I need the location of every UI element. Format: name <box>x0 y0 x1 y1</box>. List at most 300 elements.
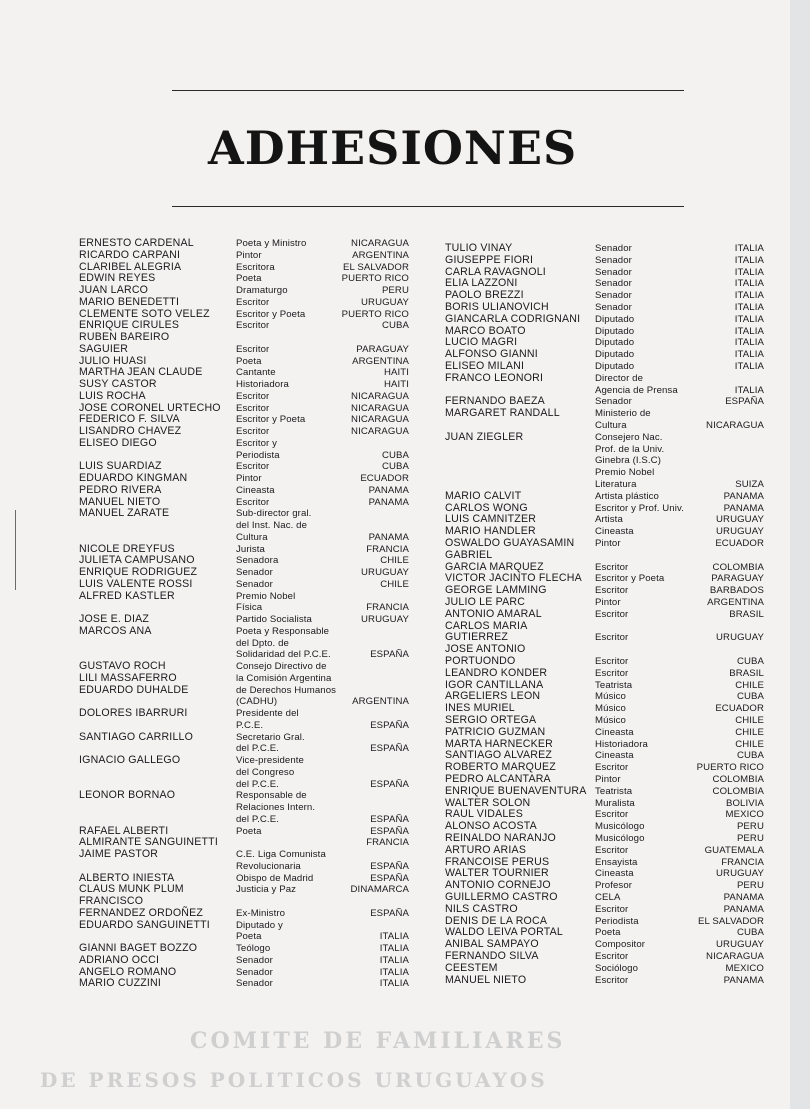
entry-country: HAITI <box>383 367 409 378</box>
entry-name: MANUEL ZARATE <box>79 507 170 519</box>
entry-role: Cultura <box>236 532 268 543</box>
entry-role: Sociólogo <box>595 963 639 974</box>
entry-role: Senador <box>595 290 632 301</box>
entry-role: Escritor <box>595 562 629 573</box>
entry-role: Sub-director gral. <box>236 508 312 519</box>
entry-country: CUBA <box>736 691 764 702</box>
entry-role: Senador <box>236 567 273 578</box>
entry-role: Escritor <box>236 320 270 331</box>
entry-name: MARTA HARNECKER <box>445 738 553 750</box>
entry-role: Literatura <box>595 479 637 490</box>
entry-name: FRANCO LEONORI <box>445 372 544 384</box>
entry-role: Consejo Directivo de <box>236 661 327 672</box>
entry-country: PUERTO RICO <box>696 762 764 773</box>
entry-role: Diputado <box>595 337 635 348</box>
entry-country: URUGUAY <box>716 632 764 643</box>
entry-role: Escritor y Poeta <box>236 414 306 425</box>
entry-role: Solidaridad del P.C.E. <box>236 649 331 660</box>
entry-country: ITALIA <box>734 267 764 278</box>
entry-role: Relaciones Intern. <box>236 802 316 813</box>
entry-country: ARGENTINA <box>707 597 764 608</box>
entry-country: ITALIA <box>734 361 764 372</box>
entry-role: Teatrista <box>595 680 633 691</box>
entry-name: ANTONIO AMARAL <box>445 608 542 620</box>
entry-country: CHILE <box>735 715 764 726</box>
entry-country: ITALIA <box>734 255 764 266</box>
entry-role: Escritor <box>595 632 629 643</box>
entry-name: MANUEL NIETO <box>79 496 161 508</box>
entry-country: ESPAÑA <box>370 720 409 731</box>
entry-name: CARLA RAVAGNOLI <box>445 266 546 278</box>
entry-country: ITALIA <box>734 314 764 325</box>
entry-role: Músico <box>595 715 626 726</box>
entry-name: ALONSO ACOSTA <box>445 820 537 832</box>
entry-role: Presidente del <box>236 708 299 719</box>
entry-role: Secretario Gral. <box>236 732 305 743</box>
entry-country: COLOMBIA <box>712 774 764 785</box>
entry-country: ITALIA <box>734 302 764 313</box>
entry-country: CHILE <box>380 579 409 590</box>
entry-role: Premio Nobel <box>236 591 296 602</box>
entry-name: NILS CASTRO <box>445 903 518 915</box>
entry-country: NICARAGUA <box>706 951 764 962</box>
entry-country: URUGUAY <box>716 514 764 525</box>
entry-country: FRANCIA <box>366 602 409 613</box>
entry-country: BRASIL <box>729 609 764 620</box>
entry-role: Escritor <box>236 426 270 437</box>
entry-country: ITALIA <box>734 385 764 396</box>
entry-name: FERNANDO SILVA <box>445 950 539 962</box>
entry-role: Dramaturgo <box>236 285 288 296</box>
entry-name: ELISEO MILANI <box>445 360 525 372</box>
entry-name: WALTER SOLON <box>445 797 531 809</box>
entry-role: Poeta y Ministro <box>236 238 307 249</box>
bleed-line-2: DE PRESOS POLITICOS URUGUAYOS <box>40 1068 548 1092</box>
entry-name: RICARDO CARPANI <box>79 249 181 261</box>
entry-role: Escritor <box>595 656 629 667</box>
entry-role: Poeta <box>236 356 262 367</box>
entry-role: Musicólogo <box>595 821 645 832</box>
entry-country: ITALIA <box>734 278 764 289</box>
entry-role: Escritor <box>595 609 629 620</box>
entry-name: CLAUS MUNK PLUM <box>79 883 184 895</box>
entry-country: CHILE <box>735 727 764 738</box>
entry-name: GABRIEL <box>445 549 493 561</box>
entry-name: JULIO HUASI <box>79 355 147 367</box>
entry-role: Premio Nobel <box>595 467 655 478</box>
entry-name: LUIS SUARDIAZ <box>79 460 162 472</box>
entry-role: Obispo de Madrid <box>236 873 314 884</box>
entry-country: ITALIA <box>379 955 409 966</box>
entry-country: ESPAÑA <box>370 743 409 754</box>
entry-name: ALFONSO GIANNI <box>445 348 538 360</box>
entry-role: Director de <box>595 373 644 384</box>
entry-role: Escritor <box>236 461 270 472</box>
entry-country: MEXICO <box>725 809 764 820</box>
entry-name: RUBEN BAREIRO <box>79 331 170 343</box>
entry-role: de Derechos Humanos <box>236 685 337 696</box>
entry-country: PERU <box>736 880 764 891</box>
entry-role: Pintor <box>595 597 621 608</box>
entry-role: Historiadora <box>236 379 289 390</box>
entry-name: ERNESTO CARDENAL <box>79 237 194 249</box>
entry-country: ECUADOR <box>360 473 409 484</box>
entry-role: Jurista <box>236 544 265 555</box>
entry-name: GARCIA MARQUEZ <box>445 561 544 573</box>
entry-name: ROBERTO MARQUEZ <box>445 761 556 773</box>
entry-role: la Comisión Argentina <box>236 673 332 684</box>
entry-name: LILI MASSAFERRO <box>79 672 177 684</box>
entry-name: MARCO BOATO <box>445 325 526 337</box>
entry-name: INES MURIEL <box>445 702 515 714</box>
entry-country: CHILE <box>735 739 764 750</box>
entry-country: ITALIA <box>379 943 409 954</box>
entry-country: PANAMA <box>723 892 764 903</box>
entry-country: FRANCIA <box>366 544 409 555</box>
entry-role: del P.C.E. <box>236 743 279 754</box>
entry-role: Responsable de <box>236 790 307 801</box>
entry-role: Poeta <box>595 927 621 938</box>
entry-role: Músico <box>595 703 626 714</box>
entry-name: LUIS CAMNITZER <box>445 513 537 525</box>
entry-country: CUBA <box>736 927 764 938</box>
entry-role: Cineasta <box>595 526 634 537</box>
entry-role: Escritora <box>236 262 275 273</box>
entry-country: ESPAÑA <box>370 826 409 837</box>
entry-country: ARGENTINA <box>352 250 409 261</box>
entry-name: GEORGE LAMMING <box>445 584 547 596</box>
entry-role: Ex-Ministro <box>236 908 286 919</box>
entry-country: COLOMBIA <box>712 562 764 573</box>
entry-role: Revolucionaria <box>236 861 301 872</box>
page-title: ADHESIONES <box>208 121 578 175</box>
entry-name: RAUL VIDALES <box>445 808 523 820</box>
entry-country: PANAMA <box>368 532 409 543</box>
entry-role: Senador <box>236 978 273 989</box>
entry-country: URUGUAY <box>361 297 409 308</box>
entry-role: Cineasta <box>236 485 275 496</box>
entry-name: IGNACIO GALLEGO <box>79 754 181 766</box>
entry-name: PEDRO RIVERA <box>79 484 162 496</box>
entry-role: Profesor <box>595 880 633 891</box>
entry-country: BRASIL <box>729 668 764 679</box>
entry-country: ARGENTINA <box>352 356 409 367</box>
entry-role: Cultura <box>595 420 627 431</box>
entry-name: PORTUONDO <box>445 655 516 667</box>
entry-role: Justicia y Paz <box>236 884 297 895</box>
entry-name: ALFRED KASTLER <box>79 590 175 602</box>
entry-role: Senador <box>236 967 273 978</box>
entry-country: PERU <box>736 833 764 844</box>
entry-country: PANAMA <box>723 975 764 986</box>
entry-country: ECUADOR <box>715 538 764 549</box>
entry-country: ESPAÑA <box>370 908 409 919</box>
entry-role: Agencia de Prensa <box>595 385 678 396</box>
entry-name: MARIO CALVIT <box>445 490 522 502</box>
entry-country: SUIZA <box>735 479 764 490</box>
entry-name: GUILLERMO CASTRO <box>445 891 558 903</box>
entry-role: Senador <box>236 579 273 590</box>
entry-role: Escritor <box>595 809 629 820</box>
entry-name: EDUARDO DUHALDE <box>79 684 189 696</box>
entry-role: Ensayista <box>595 857 638 868</box>
entry-country: CUBA <box>736 656 764 667</box>
entry-country: NICARAGUA <box>351 238 409 249</box>
entry-country: PANAMA <box>368 497 409 508</box>
entry-country: HAITI <box>383 379 409 390</box>
entry-name: JULIO LE PARC <box>445 596 526 608</box>
entry-name: SAGUIER <box>79 343 129 355</box>
entry-role: Pintor <box>595 538 621 549</box>
entry-name: ALBERTO INIESTA <box>79 872 175 884</box>
entry-name: CLEMENTE SOTO VELEZ <box>79 308 210 320</box>
entry-country: CUBA <box>381 450 409 461</box>
entry-name: MARGARET RANDALL <box>445 407 560 419</box>
entry-role: Periodista <box>595 916 639 927</box>
entry-country: ESPAÑA <box>370 814 409 825</box>
entry-country: COLOMBIA <box>712 786 764 797</box>
entry-role: Senador <box>595 243 632 254</box>
entry-role: Diputado <box>595 349 635 360</box>
bleed-line-1: COMITE DE FAMILIARES <box>190 1028 566 1054</box>
entry-country: NICARAGUA <box>351 426 409 437</box>
entry-name: JUAN ZIEGLER <box>445 431 524 443</box>
entry-role: Artista <box>595 514 623 525</box>
entry-role: Escritor <box>595 762 629 773</box>
entry-role: Escritor y Prof. Univ. <box>595 503 684 514</box>
entry-country: PANAMA <box>723 491 764 502</box>
entry-name: TULIO VINAY <box>445 242 513 254</box>
entry-name: MARIO BENEDETTI <box>79 296 180 308</box>
entry-name: LEANDRO KONDER <box>445 667 548 679</box>
entry-country: PARAGUAY <box>711 573 764 584</box>
entry-name: MANUEL NIETO <box>445 974 527 986</box>
entry-name: GIANNI BAGET BOZZO <box>79 942 198 954</box>
entry-role: Senadora <box>236 555 279 566</box>
entry-name: LISANDRO CHAVEZ <box>79 425 182 437</box>
entry-role: Escritor <box>236 344 270 355</box>
entry-country: URUGUAY <box>361 567 409 578</box>
entry-role: Escritor y Poeta <box>236 309 306 320</box>
entry-name: LUIS VALENTE ROSSI <box>79 578 193 590</box>
entry-country: GUATEMALA <box>704 845 764 856</box>
entry-name: REINALDO NARANJO <box>445 832 556 844</box>
entry-name: RAFAEL ALBERTI <box>79 825 169 837</box>
entry-name: ANIBAL SAMPAYO <box>445 938 539 950</box>
entry-role: Ginebra (I.S.C) <box>595 455 662 466</box>
entry-role: Escritor y <box>236 438 277 449</box>
entry-role: del P.C.E. <box>236 814 279 825</box>
entry-role: Historiadora <box>595 739 648 750</box>
entry-name: ENRIQUE CIRULES <box>79 319 180 331</box>
entry-name: MARIO HANDLER <box>445 525 536 537</box>
entry-country: ESPAÑA <box>370 873 409 884</box>
entry-country: NICARAGUA <box>351 414 409 425</box>
entry-country: FRANCIA <box>366 837 409 848</box>
entry-role: Escritor <box>236 497 270 508</box>
entry-name: LEONOR BORNAO <box>79 789 176 801</box>
entry-name: ENRIQUE RODRIGUEZ <box>79 566 198 578</box>
entry-name: SUSY CASTOR <box>79 378 157 390</box>
entry-role: del Congreso <box>236 767 295 778</box>
entry-country: NICARAGUA <box>351 391 409 402</box>
entry-country: ITALIA <box>734 337 764 348</box>
entry-country: PUERTO RICO <box>341 309 409 320</box>
entry-role: Teólogo <box>236 943 271 954</box>
entry-name: MARIO CUZZINI <box>79 977 162 989</box>
entry-role: Compositor <box>595 939 646 950</box>
entry-role: Poeta <box>236 273 262 284</box>
entry-role: Partido Socialista <box>236 614 312 625</box>
entry-role: Poeta <box>236 826 262 837</box>
entry-role: Pintor <box>236 250 262 261</box>
entry-name: MARTHA JEAN CLAUDE <box>79 366 203 378</box>
entry-country: CUBA <box>736 750 764 761</box>
entry-country: CUBA <box>381 461 409 472</box>
entry-country: PANAMA <box>723 904 764 915</box>
entry-name: JOSE CORONEL URTECHO <box>79 402 221 414</box>
entry-name: ARTURO ARIAS <box>445 844 527 856</box>
entry-country: CUBA <box>381 320 409 331</box>
entry-country: PUERTO RICO <box>341 273 409 284</box>
entry-name: GIANCARLA CODRIGNANI <box>445 313 581 325</box>
entry-name: JUAN LARCO <box>79 284 149 296</box>
entry-name: CEESTEM <box>445 962 498 974</box>
entry-role: Escritor <box>595 951 629 962</box>
entry-name: EDUARDO KINGMAN <box>79 472 188 484</box>
entry-role: Diputado <box>595 326 635 337</box>
entry-role: Senador <box>595 255 632 266</box>
entry-country: BARBADOS <box>709 585 764 596</box>
entry-name: ELISEO DIEGO <box>79 437 157 449</box>
entry-country: ITALIA <box>734 290 764 301</box>
entry-name: GUTIERREZ <box>445 631 509 643</box>
entry-name: IGOR CANTILLANA <box>445 679 544 691</box>
page-edge <box>790 0 810 1109</box>
entry-country: PANAMA <box>723 503 764 514</box>
entry-role: Diputado y <box>236 920 283 931</box>
entry-name: FRANCOISE PERUS <box>445 856 550 868</box>
entry-country: DINAMARCA <box>350 884 409 895</box>
entry-country: ESPAÑA <box>370 779 409 790</box>
entry-country: EL SALVADOR <box>698 916 764 927</box>
entry-country: PANAMA <box>368 485 409 496</box>
entry-role: Senador <box>595 302 632 313</box>
entry-name: GIUSEPPE FIORI <box>445 254 534 266</box>
entry-country: CHILE <box>380 555 409 566</box>
entry-name: CARLOS MARIA <box>445 620 528 632</box>
entry-role: Escritor y Poeta <box>595 573 665 584</box>
entry-role: Física <box>236 602 263 613</box>
entry-name: VICTOR JACINTO FLECHA <box>445 572 582 584</box>
entry-role: (CADHU) <box>236 696 278 707</box>
entry-country: ESPAÑA <box>370 649 409 660</box>
entry-role: P.C.E. <box>236 720 264 731</box>
entry-name: DENIS DE LA ROCA <box>445 915 548 927</box>
entry-name: ALMIRANTE SANGUINETTI <box>79 836 218 848</box>
entry-country: NICARAGUA <box>706 420 764 431</box>
entry-role: Diputado <box>595 314 635 325</box>
entry-country: CHILE <box>735 680 764 691</box>
entry-name: PEDRO ALCANTARA <box>445 773 551 785</box>
entry-country: BOLIVIA <box>725 798 764 809</box>
entry-role: Consejero Nac. <box>595 432 663 443</box>
entry-name: LUIS ROCHA <box>79 390 146 402</box>
entry-role: Escritor <box>595 585 629 596</box>
entry-role: Escritor <box>595 904 629 915</box>
entry-role: Pintor <box>595 774 621 785</box>
entry-country: FRANCIA <box>721 857 764 868</box>
entry-role: CELA <box>595 892 621 903</box>
entry-name: FEDERICO F. SILVA <box>79 413 180 425</box>
entry-country: URUGUAY <box>361 614 409 625</box>
entry-name: FERNANDEZ ORDOÑEZ <box>79 907 204 919</box>
entry-name: EDWIN REYES <box>79 272 156 284</box>
entry-name: JULIETA CAMPUSANO <box>79 554 195 566</box>
entry-country: ITALIA <box>734 349 764 360</box>
entry-role: Periodista <box>236 450 280 461</box>
entry-name: SANTIAGO ALVAREZ <box>445 749 553 761</box>
entry-name: OSWALDO GUAYASAMIN <box>445 537 575 549</box>
entry-role: Poeta y Responsable <box>236 626 330 637</box>
entry-country: NICARAGUA <box>351 403 409 414</box>
entry-name: LUCIO MAGRI <box>445 336 518 348</box>
entry-role: Musicólogo <box>595 833 645 844</box>
entry-country: MEXICO <box>725 963 764 974</box>
entry-role: Escritor <box>595 845 629 856</box>
entry-country: PERU <box>381 285 409 296</box>
entry-country: URUGUAY <box>716 939 764 950</box>
entry-country: URUGUAY <box>716 526 764 537</box>
entry-role: Músico <box>595 691 626 702</box>
entry-name: JOSE ANTONIO <box>445 643 526 655</box>
entry-name: GUSTAVO ROCH <box>79 660 166 672</box>
entry-name: CARLOS WONG <box>445 502 528 514</box>
entry-role: Prof. de la Univ. <box>595 444 665 455</box>
entry-name: PAOLO BREZZI <box>445 289 524 301</box>
entry-role: Muralista <box>595 798 635 809</box>
entry-name: EDUARDO SANGUINETTI <box>79 919 210 931</box>
entry-role: Escritor <box>595 975 629 986</box>
entry-role: Escritor <box>236 403 270 414</box>
entry-name: SERGIO ORTEGA <box>445 714 537 726</box>
entry-role: del Dpto. de <box>236 638 289 649</box>
entry-country: EL SALVADOR <box>343 262 409 273</box>
entry-name: PATRICIO GUZMAN <box>445 726 546 738</box>
entry-role: Senador <box>595 396 632 407</box>
entry-name: ELIA LAZZONI <box>445 277 518 289</box>
entry-name: NICOLE DREYFUS <box>79 543 175 555</box>
entry-role: Senador <box>595 267 632 278</box>
entry-name: DOLORES IBARRURI <box>79 707 188 719</box>
entry-country: PARAGUAY <box>356 344 409 355</box>
entry-country: ITALIA <box>379 978 409 989</box>
entry-name: MARCOS ANA <box>79 625 152 637</box>
entry-country: ESPAÑA <box>725 396 764 407</box>
entry-role: Escritor <box>236 297 270 308</box>
entry-country: ARGENTINA <box>352 696 409 707</box>
entry-role: Pintor <box>236 473 262 484</box>
entry-name: WALDO LEIVA PORTAL <box>445 926 564 938</box>
entry-country: ITALIA <box>379 967 409 978</box>
entry-name: JOSE E. DIAZ <box>79 613 150 625</box>
entry-name: ENRIQUE BUENAVENTURA <box>445 785 587 797</box>
entry-country: PERU <box>736 821 764 832</box>
entry-name: SANTIAGO CARRILLO <box>79 731 194 743</box>
entry-name: ANTONIO CORNEJO <box>445 879 551 891</box>
entry-role: Senador <box>236 955 273 966</box>
entry-role: del Inst. Nac. de <box>236 520 308 531</box>
